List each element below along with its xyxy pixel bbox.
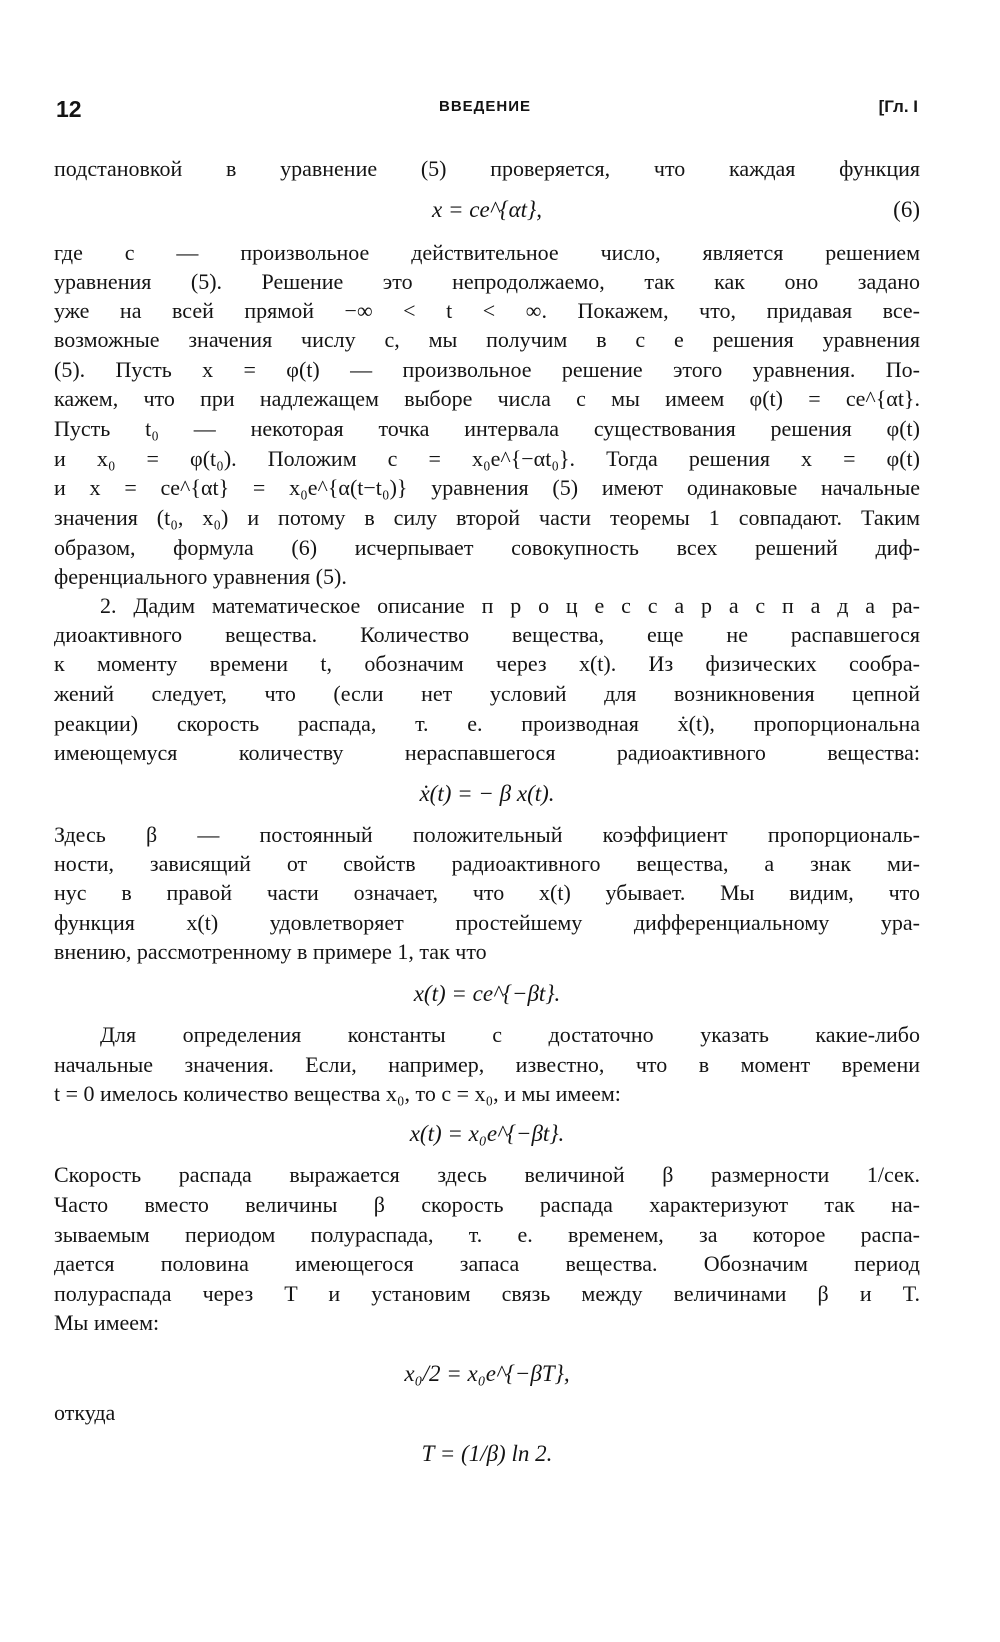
text-line: имеющемуся количеству нераспавшегося радиоактивного вещества: bbox=[54, 740, 920, 765]
text-line: образом, формула (6) исчерпывает совокупность всех решений диф- bbox=[54, 535, 920, 560]
text-line: Часто вместо величины β скорость распада характеризуют так на- bbox=[54, 1192, 920, 1217]
text-line: функция x(t) удовлетворяет простейшему дифференциальному ура- bbox=[54, 910, 920, 935]
text-line: Скорость распада выражается здесь величиной β размерности 1/сек. bbox=[54, 1162, 920, 1187]
page-header bbox=[52, 96, 918, 130]
paragraph-2-start: 2. Дадим математическое описание п р о ц е с с а р а с п а д а ра- bbox=[100, 593, 920, 618]
text-line: где c — произвольное действительное число, является решением bbox=[54, 240, 920, 265]
page-number: 12 bbox=[56, 96, 82, 122]
equation-half-life-relation: x₀/2 = x₀e^{−βT}, bbox=[404, 1361, 570, 1386]
text-line: значения (t₀, x₀) и потому в силу второй части теоремы 1 совпадают. Таким bbox=[54, 505, 920, 530]
text-line: откуда bbox=[54, 1400, 116, 1425]
text-line: дается половина имеющегося запаса вещества. Обозначим период bbox=[54, 1251, 920, 1276]
chapter-reference: [Гл. I bbox=[878, 97, 918, 116]
text-line: полураспада через T и установим связь между величинами β и T. bbox=[54, 1281, 920, 1306]
text-line: и x₀ = φ(t₀). Положим c = x₀e^{−αt₀}. Тогда решения x = φ(t) bbox=[54, 446, 920, 471]
equation-6 bbox=[54, 196, 920, 224]
text-line: внению, рассмотренному в примере 1, так что bbox=[54, 939, 487, 964]
equation-decay-general: x(t) = ce^{−βt}. bbox=[413, 981, 561, 1006]
text-line: (5). Пусть x = φ(t) — произвольное решение этого уравнения. По- bbox=[54, 357, 920, 382]
text-line: Мы имеем: bbox=[54, 1310, 160, 1335]
text-line: уже на всей прямой −∞ < t < ∞. Покажем, что, придавая все- bbox=[54, 298, 920, 323]
text-line: кажем, что при надлежащем выборе числа c мы имеем φ(t) = ce^{αt}. bbox=[54, 386, 920, 411]
text-line: уравнения (5). Решение это непродолжаемо, так как оно задано bbox=[54, 269, 920, 294]
text-line: подстановкой в уравнение (5) проверяется, что каждая функция bbox=[54, 156, 920, 181]
text-line: к моменту времени t, обозначим через x(t). Из физических сообра- bbox=[54, 651, 920, 676]
text-line: Для определения константы c достаточно указать какие-либо bbox=[100, 1022, 920, 1047]
text-line: начальные значения. Если, например, известно, что в момент времени bbox=[54, 1052, 920, 1077]
running-head: ВВЕДЕНИЕ bbox=[439, 98, 531, 115]
text-line: диоактивного вещества. Количество вещества, еще не распавшегося bbox=[54, 622, 920, 647]
text-line: ференциального уравнения (5). bbox=[54, 564, 347, 589]
text-line: жений следует, что (если нет условий для возникновения цепной bbox=[54, 681, 920, 706]
text-line: и x = ce^{αt} = x₀e^{α(t−t₀)} уравнения (5) имеют одинаковые начальные bbox=[54, 475, 920, 500]
text-line: t = 0 имелось количество вещества x₀, то c = x₀, и мы имеем: bbox=[54, 1081, 621, 1106]
equation-number: (6) bbox=[893, 197, 920, 222]
equation-half-life-formula: T = (1/β) ln 2. bbox=[421, 1441, 553, 1466]
text-line: реакции) скорость распада, т. е. производная ẋ(t), пропорциональна bbox=[54, 711, 920, 736]
text-line: Здесь β — постоянный положительный коэффициент пропорциональ- bbox=[54, 822, 920, 847]
equation-6-body: x = ce^{αt}, bbox=[432, 197, 542, 222]
text-line: зываемым периодом полураспада, т. е. временем, за которое распа- bbox=[54, 1222, 920, 1247]
equation-decay-ode: ẋ(t) = − β x(t). bbox=[419, 781, 555, 806]
text-line: нус в правой части означает, что x(t) убывает. Мы видим, что bbox=[54, 880, 920, 905]
equation-decay-particular: x(t) = x₀e^{−βt}. bbox=[409, 1121, 565, 1146]
text-line: ности, зависящий от свойств радиоактивного вещества, а знак ми- bbox=[54, 851, 920, 876]
text-line: Пусть t₀ — некоторая точка интервала существования решения φ(t) bbox=[54, 416, 920, 441]
text-line: возможные значения числу c, мы получим в с е решения уравнения bbox=[54, 327, 920, 352]
